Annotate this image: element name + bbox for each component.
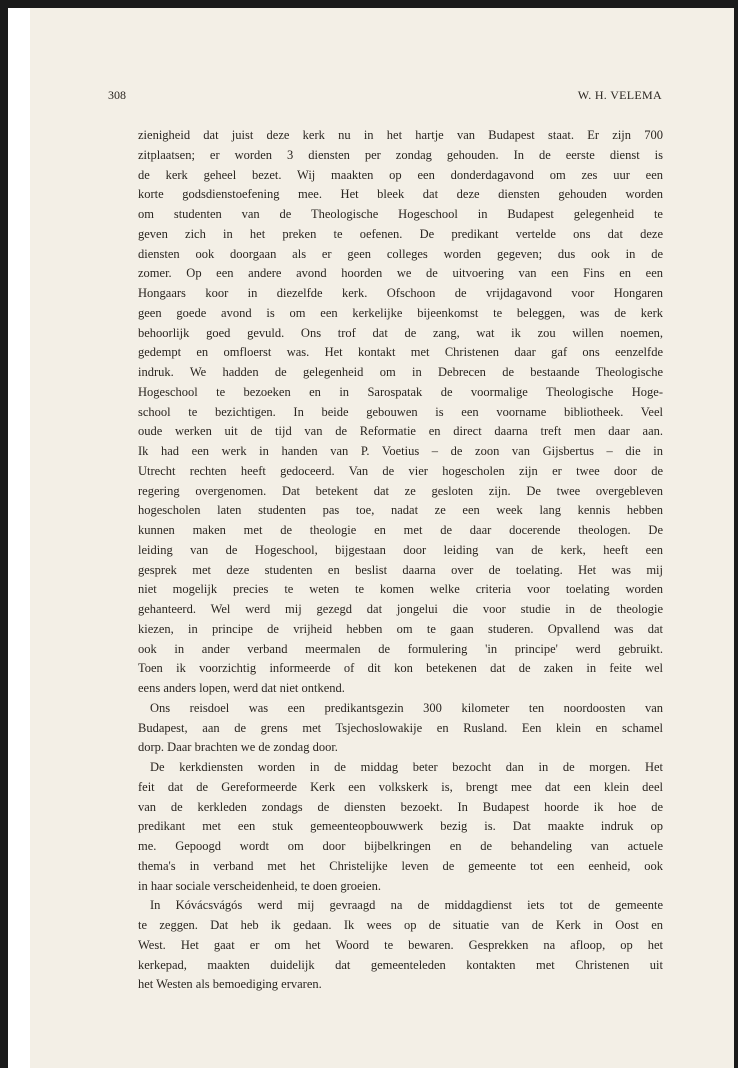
paragraph (138, 699, 663, 758)
text-line: gedempt en omfloerst was. Het kontakt met Christenen daar gaf ons eenzelfde (138, 345, 663, 360)
scan-border-top (0, 0, 738, 8)
text-line: thema's in verband met het Christelijke leven de gemeente tot een eenheid, ook (138, 858, 663, 873)
text-line: Toen ik voorzichtig informeerde of dit kon betekenen dat de zaken in feite wel (138, 661, 663, 676)
text-line: Budapest, aan de grens met Tsjechoslowakije en Rusland. Een klein en schamel (138, 720, 663, 735)
text-line: me. Gepoogd wordt om door bijbelkringen en de behandeling van actuele (138, 839, 663, 853)
text-line: zitplaatsen; er worden 3 diensten per zondag gehouden. In de eerste dienst is (138, 147, 663, 162)
running-head (108, 88, 662, 106)
text-line: in haar sociale verscheidenheid, te doen groeien. (138, 878, 381, 893)
text-line: leiding van de Hogeschool, bijgestaan door leiding van de kerk, heeft een (138, 542, 663, 557)
running-head-author: W. H. VELEMA (577, 88, 662, 102)
text-line: Hogeschool te bezoeken en in Sarospatak de voormalige Theologische Hoge- (138, 384, 663, 399)
scan-border-left (0, 0, 8, 1068)
text-line: eens anders lopen, werd dat niet ontkend. (138, 681, 345, 695)
text-line: het Westen als bemoediging ervaren. (138, 977, 322, 992)
text-line: kunnen maken met de theologie en met de daar docerende theologen. De (138, 523, 663, 537)
text-line: geen goede avond is om een kerkelijke bijeenkomst te beleggen, was de kerk (138, 305, 663, 320)
text-line: behoorlijk goed gevuld. Ons trof dat de zang, wat ik zou willen noemen, (138, 325, 663, 340)
text-line: De kerkdiensten worden in de middag beter bezocht dan in de morgen. Het (150, 760, 663, 774)
text-line: ook in ander verband meermalen de formulering 'in principe' werd gebruikt. (138, 641, 663, 656)
text-line: om studenten van de Theologische Hogeschool in Budapest gelegenheid te (138, 207, 663, 221)
text-line: oude werken uit de tijd van de Reformatie en direct daarna treft men daar aan. (138, 424, 663, 439)
text-line: geven zich in het preken te oefenen. De predikant vertelde ons dat deze (138, 226, 663, 241)
text-line: predikant met een stuk gemeenteopbouwwerk bezig is. Dat maakte indruk op (138, 819, 663, 834)
text-line: de kerk geheel bezet. Wij maakten op een donderdagavond om zes uur een (138, 167, 663, 182)
text-line: school te bezichtigen. In beide gebouwen is een voorname bibliotheek. Veel (138, 404, 663, 419)
text-line: diensten ook doorgaan als er geen colleges worden gegeven; dus ook in de (138, 246, 663, 261)
text-line: hogescholen laten studenten pas toe, nadat ze een week lang kennis hebben (138, 503, 663, 518)
paragraph (138, 126, 663, 699)
text-line: Ons reisdoel was een predikantsgezin 300 kilometer ten noordoosten van (150, 700, 663, 715)
text-line: feit dat de Gereformeerde Kerk een volkskerk is, brengt mee dat een klein deel (138, 779, 663, 794)
text-line: In Kóvácsvágós werd mij gevraagd na de middagdienst iets tot de gemeente (150, 898, 663, 913)
text-line: regering overgenomen. Dat betekent dat ze gesloten zijn. De twee overgebleven (138, 483, 663, 498)
paragraph (138, 758, 663, 896)
text-line: van de kerkleden zondags de diensten bezoekt. In Budapest hoorde ik hoe de (138, 799, 663, 814)
text-line: kerkepad, maakten duidelijk dat gemeenteleden kontakten met Christenen uit (138, 957, 663, 972)
text-line: zienigheid dat juist deze kerk nu in het hartje van Budapest staat. Er zijn 700 (138, 128, 663, 142)
scan-border-right (734, 0, 738, 1068)
text-line: dorp. Daar brachten we de zondag door. (138, 740, 338, 755)
text-line: gesprek met deze studenten en beslist daarna over de toelating. Het was mij (138, 562, 663, 577)
text-line: Hongaars koor in diezelfde kerk. Ofschoon de vrijdagavond voor Hongaren (138, 286, 663, 300)
text-line: Ik had een werk in handen van P. Voetius – de zoon van Gijsbertus – die in (138, 444, 663, 458)
text-line: zomer. Op een andere avond hoorden we de uitvoering van een Fins en een (138, 266, 663, 281)
text-line: niet mogelijk precies te weten te komen welke criteria voor toelating worden (138, 582, 663, 597)
body-text (138, 126, 663, 995)
text-line: gehanteerd. Wel werd mij gezegd dat jongelui die voor studie in de theologie (138, 602, 663, 616)
text-line: indruk. We hadden de gelegenheid om in Debrecen de bestaande Theologische (138, 365, 663, 379)
text-line: te zeggen. Dat heb ik gedaan. Ik wees op de situatie van de Kerk in Oost en (138, 918, 663, 932)
page-number: 308 (108, 88, 126, 102)
text-line: korte godsdienstoefening mee. Het bleek dat deze diensten gehouden worden (138, 187, 663, 202)
paragraph (138, 896, 663, 995)
text-line: West. Het gaat er om het Woord te bewaren. Gesprekken na afloop, op het (138, 937, 663, 952)
text-line: Utrecht rechten heeft gedoceerd. Van de vier hogescholen zijn er twee door de (138, 463, 663, 478)
text-line: kiezen, in principe de vrijheid hebben om te gaan studeren. Opvallend was dat (138, 621, 663, 636)
